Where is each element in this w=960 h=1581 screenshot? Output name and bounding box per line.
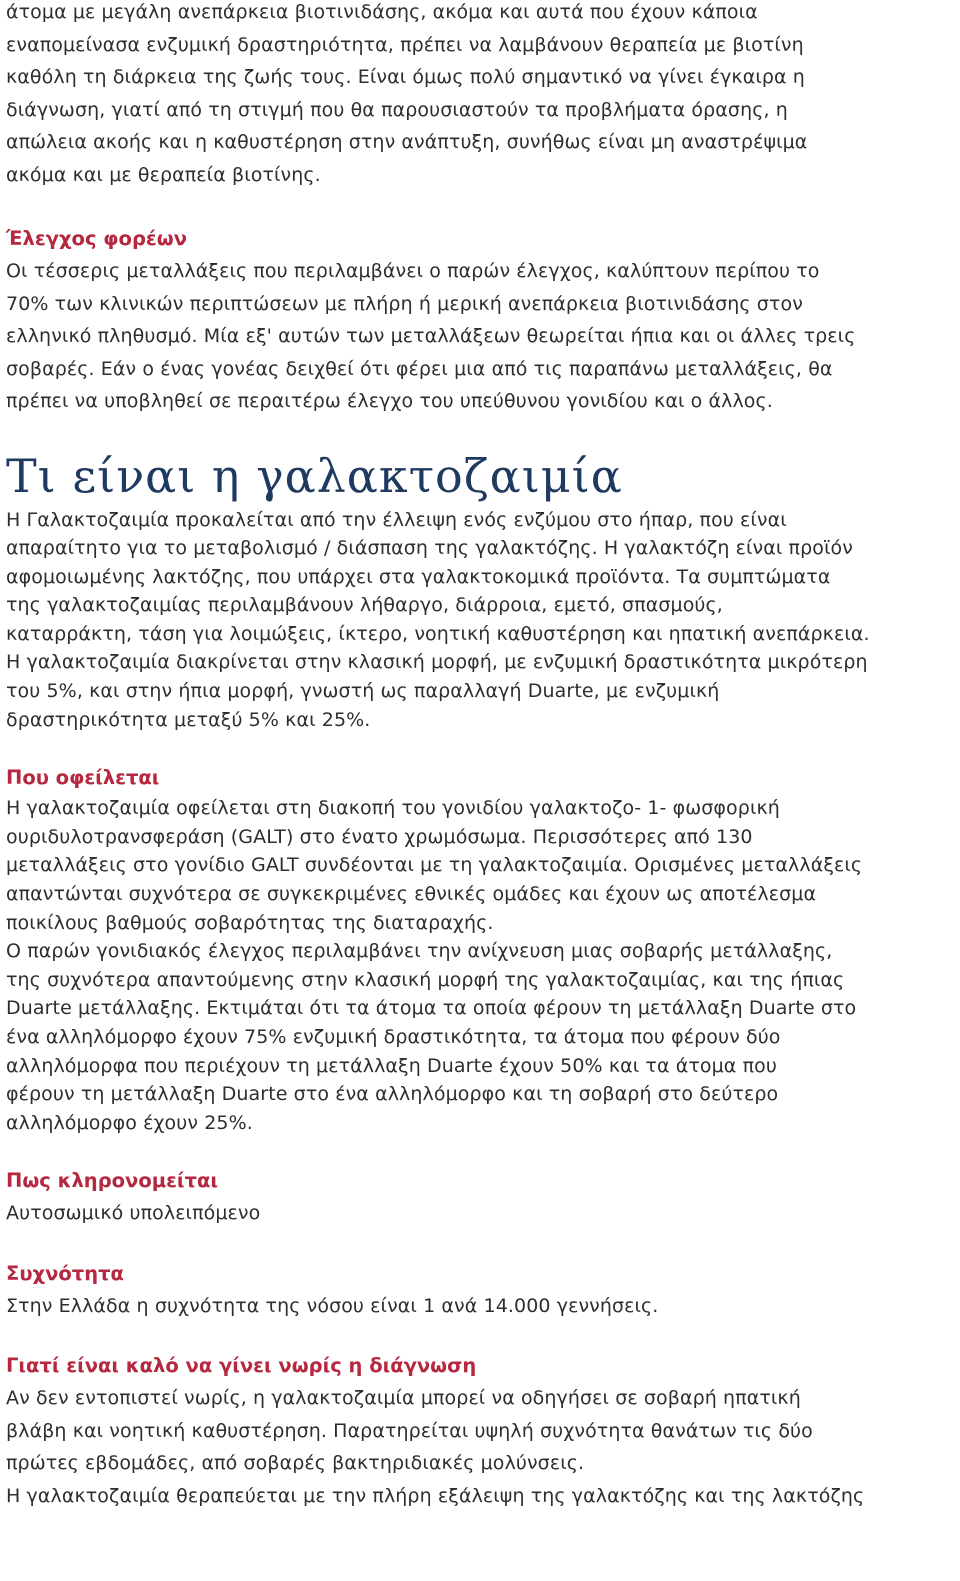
early-diagnosis-line: πρώτες εβδομάδες, από σοβαρές βακτηριδιακές μολύνσεις. <box>6 1452 585 1475</box>
intro-line: διάγνωση, γιατί από τη στιγμή που θα παρουσιαστούν τα προβλήματα όρασης, η <box>6 98 788 121</box>
intro-line: απώλεια ακοής και η καθυστέρηση στην ανάπτυξη, συνήθως είναι μη αναστρέψιμα <box>6 131 808 153</box>
galactosemia-line: της γαλακτοζαιμίας περιλαμβάνουν λήθαργο, διάρροια, εμετό, σπασμούς, <box>6 594 723 617</box>
cause-line: Ο παρών γονιδιακός έλεγχος περιλαμβάνει την ανίχνευση μιας σοβαρής μετάλλαξης, <box>6 940 833 963</box>
frequency-paragraph <box>6 1290 956 1323</box>
carriers-line: 70% των κλινικών περιπτώσεων με πλήρη ή μερική ανεπάρκεια βιοτινιδάσης στον <box>6 292 803 315</box>
galactosemia-paragraph <box>6 506 956 735</box>
early-diagnosis-line: Η γαλακτοζαιμία θεραπεύεται με την πλήρη εξάλειψη της γαλακτόζης και της λακτόζης <box>6 1484 865 1507</box>
cause-line: μεταλλάξεις στο γονίδιο GALT συνδέονται με τη γαλακτοζαιμία. Ορισμένες μεταλλάξεις <box>6 854 863 877</box>
galactosemia-line: Η Γαλακτοζαιμία προκαλείται από την έλλειψη ενός ενζύμου στο ήπαρ, που είναι <box>6 508 787 531</box>
galactosemia-line: του 5%, και στην ήπια μορφή, γνωστή ως παραλλαγή Duarte, με ενζυμική <box>6 680 720 703</box>
carriers-heading: Έλεγχος φορέων <box>6 227 187 250</box>
document-page <box>6 0 956 1512</box>
cause-line: αλληλόμορφο έχουν 25%. <box>6 1111 253 1134</box>
cause-line: ποικίλους βαθμούς σοβαρότητας της διαταραχής. <box>6 911 494 934</box>
carriers-line: Οι τέσσερις μεταλλάξεις που περιλαμβάνει ο παρών έλεγχος, καλύπτουν περίπου το <box>6 260 820 282</box>
carriers-line: πρέπει να υποβληθεί σε περαιτέρω έλεγχο του υπεύθυνου γονιδίου και ο άλλος. <box>6 390 773 412</box>
cause-line: Η γαλακτοζαιμία οφείλεται στη διακοπή του γονιδίου γαλακτοζο- 1- φωσφορική <box>6 797 780 820</box>
cause-line: Duarte μετάλλαξης. Εκτιμάται ότι τα άτομα τα οποία φέρουν τη μετάλλαξη Duarte στο <box>6 997 857 1020</box>
cause-heading: Που οφείλεται <box>6 766 160 790</box>
inheritance-paragraph <box>6 1197 956 1230</box>
early-diagnosis-heading: Γιατί είναι καλό να γίνει νωρίς η διάγνωση <box>6 1354 477 1378</box>
intro-line: ακόμα και με θεραπεία βιοτίνης. <box>6 163 321 186</box>
carriers-line: ελληνικό πληθυσμό. Μία εξ' αυτών των μεταλλάξεων θεωρείται ήπια και οι άλλες τρεις <box>6 325 856 347</box>
cause-line: ουριδυλοτρανσφεράση (GALT) στο ένατο χρωμόσωμα. Περισσότερες από 130 <box>6 825 753 848</box>
inheritance-text: Αυτοσωμικό υπολειπόμενο <box>6 1202 261 1225</box>
galactosemia-line: Η γαλακτοζαιμία διακρίνεται στην κλασική μορφή, με ενζυμική δραστικότητα μικρότερη <box>6 651 868 674</box>
early-diagnosis-paragraph <box>6 1382 956 1512</box>
frequency-text: Στην Ελλάδα η συχνότητα της νόσου είναι 1 ανά 14.000 γεννήσεις. <box>6 1294 659 1317</box>
cause-line: της συχνότερα απαντούμενης στην κλασική μορφή της γαλακτοζαιμίας, και της ήπιας <box>6 968 845 991</box>
cause-paragraph <box>6 794 956 1137</box>
early-diagnosis-line: Αν δεν εντοπιστεί νωρίς, η γαλακτοζαιμία μπορεί να οδηγήσει σε σοβαρή ηπατική <box>6 1387 801 1410</box>
intro-paragraph <box>6 0 956 191</box>
galactosemia-line: δραστηρικότητα μεταξύ 5% και 25%. <box>6 708 371 731</box>
galactosemia-line: καταρράκτη, τάση για λοιμώξεις, ίκτερο, νοητική καθυστέρηση και ηπατική ανεπάρκεια. <box>6 622 870 645</box>
galactosemia-title: Τι είναι η γαλακτοζαιμία <box>6 448 623 503</box>
intro-line: εναπομείνασα ενζυμική δραστηριότητα, πρέπει να λαμβάνουν θεραπεία με βιοτίνη <box>6 33 804 56</box>
carriers-paragraph <box>6 255 956 418</box>
cause-line: απαντώνται συχνότερα σε συγκεκριμένες εθνικές ομάδες και έχουν ως αποτέλεσμα <box>6 883 817 906</box>
galactosemia-line: αφομοιωμένης λακτόζης, που υπάρχει στα γαλακτοκομικά προϊόντα. Τα συμπτώματα <box>6 565 831 588</box>
early-diagnosis-line: βλάβη και νοητική καθυστέρηση. Παρατηρείται υψηλή συχνότητα θανάτων τις δύο <box>6 1419 813 1442</box>
intro-line: άτομα με μεγάλη ανεπάρκεια βιοτινιδάσης, ακόμα και αυτά που έχουν κάποια <box>6 1 758 23</box>
inheritance-heading: Πως κληρονομείται <box>6 1169 218 1193</box>
cause-line: ένα αλληλόμορφο έχουν 75% ενζυμική δραστικότητα, τα άτομα που φέρουν δύο <box>6 1026 781 1048</box>
galactosemia-line: απαραίτητο για το μεταβολισμό / διάσπαση της γαλακτόζης. Η γαλακτόζη είναι προϊόν <box>6 537 853 560</box>
frequency-heading: Συχνότητα <box>6 1261 124 1285</box>
intro-line: καθόλη τη διάρκεια της ζωής τους. Είναι όμως πολύ σημαντικό να γίνει έγκαιρα η <box>6 66 805 88</box>
cause-line: αλληλόμορφα που περιέχουν τη μετάλλαξη Duarte έχουν 50% και τα άτομα που <box>6 1054 777 1077</box>
cause-line: φέρουν τη μετάλλαξη Duarte στο ένα αλληλόμορφο και τη σοβαρή στο δεύτερο <box>6 1083 779 1106</box>
carriers-line: σοβαρές. Εάν ο ένας γονέας δειχθεί ότι φέρει μια από τις παραπάνω μεταλλάξεις, θα <box>6 357 833 380</box>
